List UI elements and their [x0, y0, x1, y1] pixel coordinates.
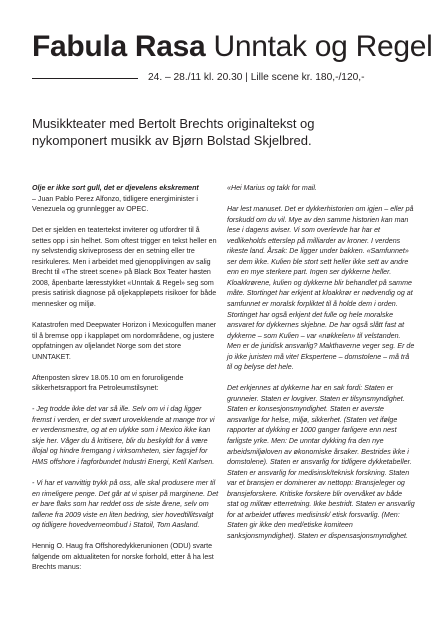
title-rule — [32, 78, 138, 79]
quote-source: – Juan Pablo Perez Alfonzo, tidligere energiminister i Venezuela og grunnlegger av OPEC. — [32, 194, 199, 214]
paragraph-1: Det er sjelden en teatertekst inviterer og utfordrer til å settes opp i sin helhet. Som oftest trigger en tekst heller en ny selvstendig skriveprosess der en setning eller tre resirkuleres. Men i arbeidet med gjenopplivingen av salig Brecht til «The street scene» på Black Box Teater høsten 2008, åpenbarte læresstykket «Unntak & Regel» seg som presis satirisk diagnose på oljekappløpets risikoer for både mennesker og miljø. — [32, 226, 217, 308]
page-title — [32, 30, 432, 64]
paragraph-4: Hennig O. Haug fra Offshoredykkerunionen (ODU) svarte følgende om aktualiteten for norske forhold, etter å ha lest Brechts manus: — [32, 542, 214, 572]
intro-paragraph: Musikkteater med Bertolt Brechts originaltekst og nykomponert musikk av Bjørn Bolstad Skjelbred. — [32, 116, 315, 148]
paragraph-3: Aftenposten skrev 18.05.10 om en foruroligende sikkerhetsrapport fra Petroleumstilsynet: — [32, 373, 184, 393]
quote-aasland: - Vi har et vanvittig trykk på oss, alle skal produsere mer til en rimeligere penge. Det går at vi spiser på marginene. Det er bare flaks som har reddet oss de siste årene, selv om tallene fra 2009 viste en liten bedring, sier hovedtillitsvalgt og tidligere hovedverneombud i Statoil, Tom Aasland. — [32, 479, 219, 530]
quote-heading: Olje er ikke sort gull, det er djevelens ekskrement — [32, 184, 199, 192]
paragraph-2: Katastrofen med Deepwater Horizon i Mexicogulfen maner til å bremse opp i kappløpet om nordområdene, og justere oppfatningen av oljelandet Norge som det store UNNTAKET. — [32, 321, 217, 361]
dateline: 24. – 28./11 kl. 20.30 | Lille scene kr. 180,-/120,- — [148, 72, 365, 83]
right-column — [227, 183, 415, 552]
letter-body: Har lest manuset. Det er dykkerhistorien om igjen – eller på forskudd om du vil. Mye av den samme historien kan man lese i dagens aviser. Vi som overlevde har har et vedlikeholds etterslep på milliarder av kroner. I verdens rikeste land. Årsak: De ligger under bakken. «Samfunnet» ser dem ikke. Kulien ble stort sett heller ikke sett av andre enn en mye sterkere part. Ingen ser dykkerne heller. Kloakkrørene, kulien og dykkerne blir behandlet på samme måte. Stortinget har erkjent at kloakkrør er nødvendig og at samfunnet er moralsk forpliktet til å holde dem i orden. Stortinget har også erkjent det fulle og hele moralske ansvaret for dykkernes skjebne. De har også slått fast at dykkerne – som Kulien – var «nøkkelen» til velstanden. Men er de juridisk ansvarlig? Makthaverne veger seg. Er de jo ikke juristen må vite! Ekspertene – domstolene – må trå til og belyse det hele. — [227, 205, 415, 372]
title-play: Unntak og Regel — [213, 30, 433, 63]
letter-greeting: «Hei Marius og takk for mail. — [227, 184, 317, 192]
title-company: Fabula Rasa — [32, 30, 206, 63]
left-column — [32, 183, 220, 583]
quote-karlsen: - Jeg trodde ikke det var så ille. Selv om vi i dag ligger fremst i verden, er det svært urovekkende at mange tror vi er verdensmestre, og at en ulykke som i Mexico ikke kan skje her. Våger du å kritisere, blir du beskyldt for å være illojal og hindre fremgang i virksomheten, sier fagsjef for HMS offshore i fagforbundet Industri Energi, Ketil Karlsen. — [32, 405, 215, 467]
letter-list: Det erkjennes at dykkerne har en sak fordi: Staten er grunneier. Staten er lovgiver. Staten er tilsynsmyndighet. Staten er konsesjonsmyndighet. Staten er averste ansvarlige for helse, miljø, sikkerhet. (Staten vet ifølge rapporter at dykking er 1000 ganger farligere enn nest farligste yrke. Men: De unntar dykking fra den nye arbeidsmiljøloven av økonomiske årsaker. Bestrides ikke i domstolene). Staten er ansvarlig for tidligere dykketabeller. Staten er ansvarlig for medisinsk/teknisk forskning. Staten var et bransjen er dominerer av nettopp: Bransjeleger og bransjeforskere. Kritiske forskere blir overvåket av både stat og militær etterretning. Ikke bestridt. Staten er ansvarlig for at arbeidet utføres medisinsk/ etisk forsvarlig. (Men: Staten gir ikke den med/etiske komiteen sanksjonsmyndighet). Staten er dispensasjonsmyndighet. — [227, 384, 415, 540]
